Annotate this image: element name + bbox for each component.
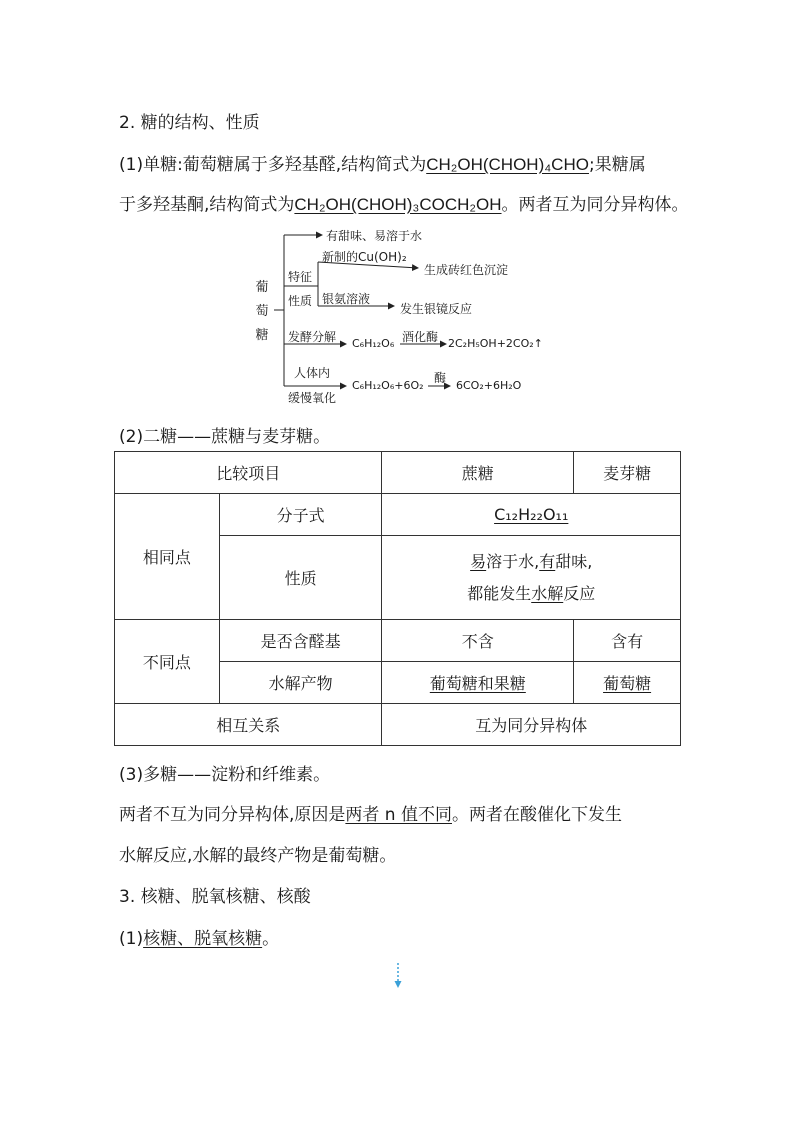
table-row bbox=[115, 452, 681, 494]
table-row bbox=[115, 704, 681, 746]
cuoh2-label: 新制的Cu(OH)₂ bbox=[322, 250, 407, 264]
monosaccharide-line-2 bbox=[119, 190, 689, 215]
feature-label: 特征 bbox=[288, 270, 313, 284]
polysaccharide-title: (3)多糖——淀粉和纤维素。 bbox=[119, 765, 331, 785]
text: 于多羟基酮,结构简式为 bbox=[119, 195, 295, 215]
disaccharide-title: (2)二糖——蔗糖与麦芽糖。 bbox=[119, 427, 331, 447]
text: 两者不互为同分异构体,原因是 bbox=[119, 805, 346, 825]
header-item: 比较项目 bbox=[115, 452, 382, 494]
text: 。 bbox=[262, 929, 280, 949]
ox-reactant: C₆H₁₂O₆+6O₂ bbox=[352, 379, 424, 392]
monosaccharide-line-1 bbox=[119, 150, 646, 175]
text: 葡萄糖和果糖 bbox=[429, 674, 526, 693]
ferment-label: 发酵分解 bbox=[288, 330, 337, 344]
fructose-formula: CH₂OH(CHOH)₃COCH₂OH bbox=[294, 195, 502, 214]
glucose-diagram bbox=[250, 226, 550, 406]
ferment-product: 2C₂H₅OH+2CO₂↑ bbox=[448, 337, 543, 350]
diff-label: 不同点 bbox=[115, 620, 220, 704]
enzyme-label: 酶 bbox=[434, 371, 447, 385]
property-label: 性质 bbox=[288, 294, 313, 308]
formula-text: C₁₂H₂₂O₁₁ bbox=[494, 505, 569, 524]
header-sucrose: 蔗糖 bbox=[382, 452, 574, 494]
glucose-formula: CH₂OH(CHOH)₄CHO bbox=[426, 155, 589, 174]
scroll-down-icon[interactable] bbox=[393, 963, 403, 989]
ribose-line bbox=[119, 924, 279, 949]
polysaccharide-line-2: 水解反应,水解的最终产物是葡萄糖。 bbox=[119, 846, 397, 866]
text: 核糖、脱氧核糖 bbox=[143, 929, 263, 949]
diagram-root-label bbox=[255, 276, 271, 348]
aldehyde-maltose: 含有 bbox=[574, 620, 681, 662]
text: 易 bbox=[470, 551, 487, 571]
header-maltose: 麦芽糖 bbox=[574, 452, 681, 494]
formula-label: 分子式 bbox=[219, 494, 382, 536]
text: 反应 bbox=[563, 583, 596, 603]
text: ;果糖属 bbox=[588, 155, 646, 175]
body-in-label: 人体内 bbox=[294, 366, 331, 380]
text: (1) bbox=[119, 929, 144, 949]
text: 甜味, bbox=[555, 551, 593, 571]
relation-label: 相互关系 bbox=[115, 704, 382, 746]
aldehyde-label: 是否含醛基 bbox=[219, 620, 382, 662]
property-line-2 bbox=[382, 578, 680, 610]
table-row bbox=[115, 620, 681, 662]
sweet-label: 有甜味、易溶于水 bbox=[326, 229, 423, 243]
text: 两者 n 值 bbox=[345, 805, 418, 825]
ferment-reactant: C₆H₁₂O₆ bbox=[352, 337, 395, 350]
text: 有 bbox=[539, 551, 556, 571]
section-2-title: 2. 糖的结构、性质 bbox=[119, 113, 260, 133]
aldehyde-sucrose: 不含 bbox=[382, 620, 574, 662]
polysaccharide-line-1 bbox=[119, 800, 622, 825]
ox-product: 6CO₂+6H₂O bbox=[456, 379, 522, 392]
hydrolysis-maltose bbox=[574, 662, 681, 704]
same-label: 相同点 bbox=[115, 494, 220, 620]
slow-ox-label: 缓慢氧化 bbox=[288, 391, 337, 405]
formula-value bbox=[382, 494, 681, 536]
text: 。两者在酸催化下发生 bbox=[452, 805, 622, 825]
text: 。两者互为同分异构体。 bbox=[501, 195, 689, 215]
property-line-1 bbox=[382, 546, 680, 578]
brick-red-label: 生成砖红色沉淀 bbox=[424, 263, 509, 277]
text: 不同 bbox=[418, 805, 452, 825]
text: (1)单糖:葡萄糖属于多羟基醛,结构简式为 bbox=[119, 155, 427, 175]
root-text: 葡萄糖 bbox=[255, 280, 269, 343]
hydrolysis-sucrose bbox=[382, 662, 574, 704]
silver-ammonia-label: 银氨溶液 bbox=[322, 292, 371, 306]
relation-value: 互为同分异构体 bbox=[382, 704, 681, 746]
text: 水解 bbox=[531, 583, 564, 603]
section-3-title: 3. 核糖、脱氧核糖、核酸 bbox=[119, 887, 311, 907]
zymase-label: 酒化酶 bbox=[402, 330, 439, 344]
text: 溶于水, bbox=[486, 551, 540, 571]
property-label: 性质 bbox=[219, 536, 382, 620]
text: 都能发生 bbox=[467, 583, 532, 603]
text: 葡萄糖 bbox=[603, 674, 652, 693]
hydrolysis-label: 水解产物 bbox=[219, 662, 382, 704]
property-value bbox=[382, 536, 681, 620]
table-row bbox=[115, 494, 681, 536]
silver-mirror-label: 发生银镜反应 bbox=[400, 302, 473, 316]
disaccharide-table bbox=[114, 451, 681, 746]
